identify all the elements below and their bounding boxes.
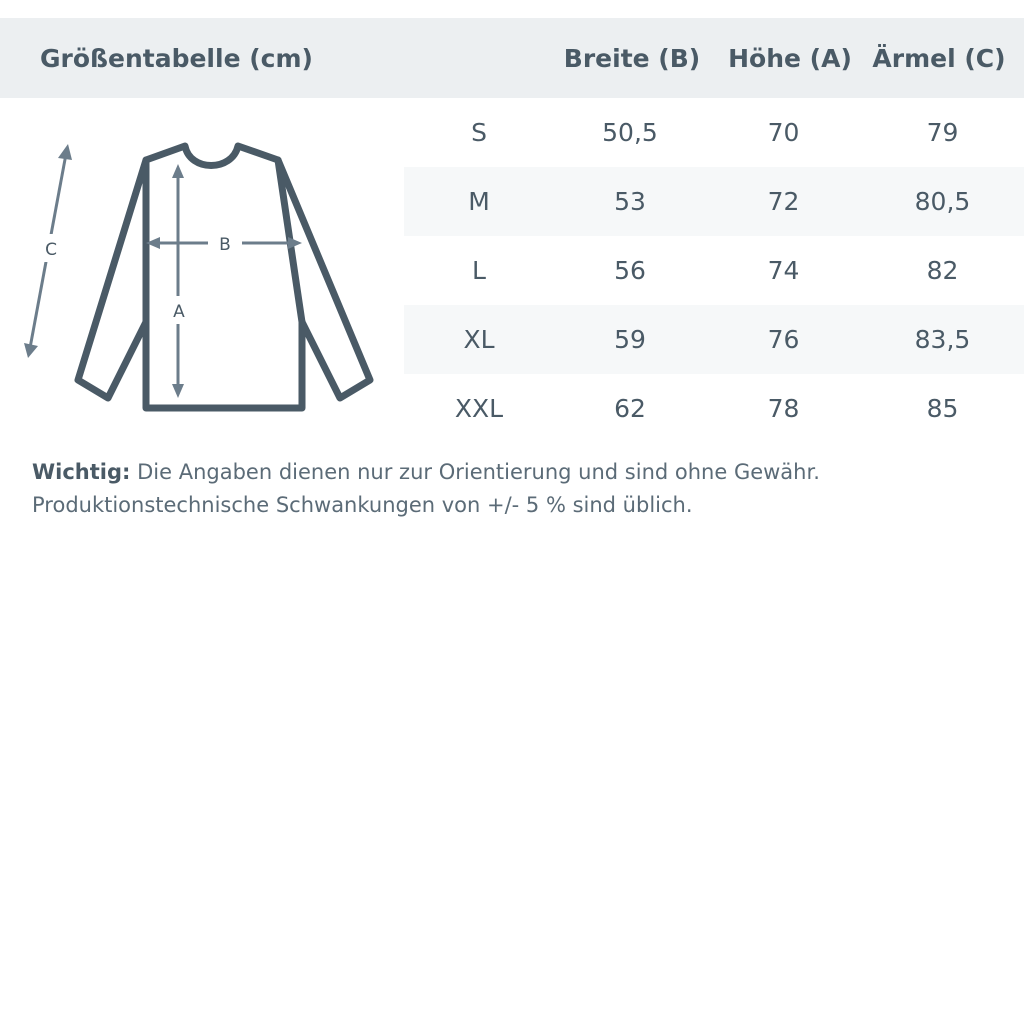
table-row (404, 305, 1024, 374)
table-row (404, 236, 1024, 305)
cell-width: 53 (614, 187, 646, 216)
column-headers (548, 44, 1024, 73)
diagram-label-b: B (219, 235, 231, 255)
cell-size: S (471, 118, 487, 147)
cell-height: 74 (767, 256, 800, 285)
disclaimer-text: Die Angaben dienen nur zur Orientierung und sind ohne Gewähr. Produktionstechnische Schwankungen von +/- 5 % sind üblich. (32, 460, 820, 517)
cell-size: L (472, 256, 486, 285)
cell-sleeve: 83,5 (914, 325, 971, 354)
cell-sleeve: 79 (926, 118, 959, 147)
disclaimer-lead: Wichtig: (32, 460, 131, 484)
cell-height: 72 (767, 187, 800, 216)
cell-sleeve: 80,5 (914, 187, 971, 216)
cell-width: 62 (614, 394, 646, 423)
garment-diagram (10, 110, 410, 440)
table-row (404, 374, 1024, 443)
cell-size: M (468, 187, 490, 216)
page-title: Größentabelle (cm) (40, 43, 313, 73)
cell-size: XL (463, 325, 495, 354)
table-row (404, 167, 1024, 236)
size-table-body (404, 98, 1024, 443)
cell-height: 78 (767, 394, 800, 423)
column-header-height: Höhe (A) (728, 43, 852, 73)
diagram-label-c: C (45, 240, 57, 260)
column-header-sleeve: Ärmel (C) (872, 43, 1006, 73)
cell-width: 56 (614, 256, 646, 285)
cell-height: 70 (767, 118, 800, 147)
cell-sleeve: 82 (926, 256, 959, 285)
cell-width: 59 (614, 325, 646, 354)
table-header (0, 18, 1024, 98)
longsleeve-shirt-icon (10, 110, 410, 440)
disclaimer-note (32, 456, 992, 522)
cell-size: XXL (454, 394, 504, 423)
table-row (404, 98, 1024, 167)
column-header-width: Breite (B) (563, 43, 701, 73)
cell-width: 50,5 (602, 118, 658, 147)
diagram-label-a: A (173, 302, 185, 322)
cell-height: 76 (767, 325, 800, 354)
cell-sleeve: 85 (926, 394, 959, 423)
